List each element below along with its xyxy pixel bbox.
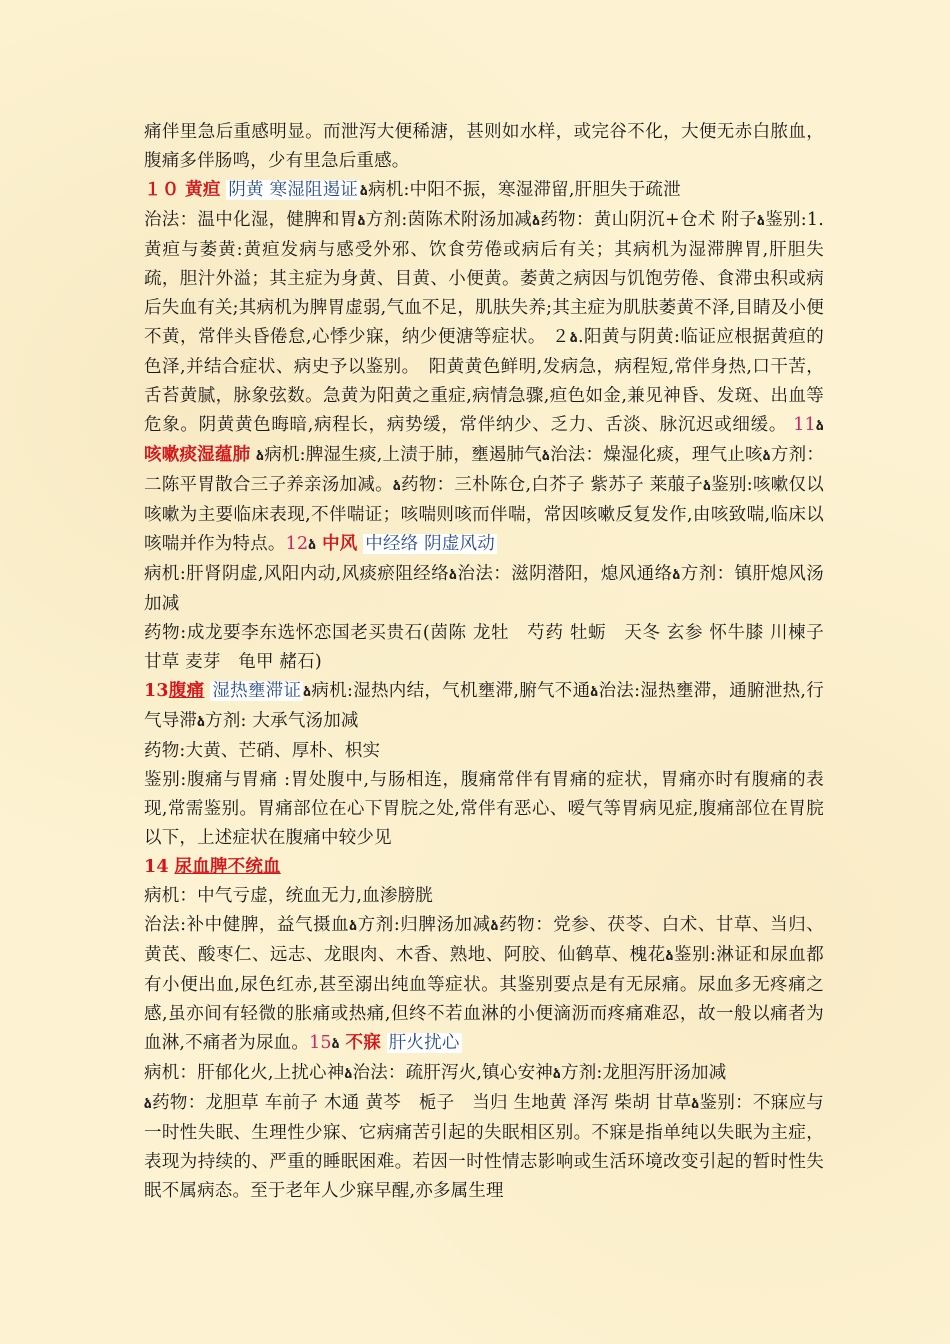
paragraph-mark-icon: ձ [703, 479, 712, 494]
paragraph-mark-icon: ձ [815, 419, 825, 434]
paragraph-medicines: 药物:大黄、芒硝、厚朴、枳实 [144, 741, 381, 761]
section-title: 黄疸 [185, 180, 221, 200]
paragraph-mark-icon: ձ [757, 214, 766, 229]
section-number: 14 [144, 857, 169, 877]
section-14-hematuria [144, 853, 824, 882]
document-body [144, 118, 824, 1206]
paragraph-mark-icon: ձ [360, 184, 369, 199]
paragraph-treatment: 治法:补中健脾，益气摄血ձ方剂:归脾汤加减ձ药物：党参、茯苓、白术、甘草、当归、黄芪、酸枣仁、远志、龙眼肉、木香、熟地、阿胶、仙鹤草、槐花ձ鉴别:淋证和尿血都有小便出血,尿色红赤,甚至溺出纯血等症状。其鉴别要点是有无尿痛。尿血多无疼痛之感,虽亦间有轻微的胀痛或热痛,但终不若血淋的小便滴沥而疼痛难忍，故一般以痛者为血淋,不痛者为尿血。15ձ 不寐 肝火扰心 病机：肝郁化火,上扰心神ձ治法：疏肝泻火,镇心安神ձ方剂:龙胆泻肝汤加减 ձ药物：龙胆草 车前子 木通 黄芩 栀子 当归 生地黄 泽泻 柴胡 甘草ձ鉴别：不寐应与一时性失眠、生理性少寐、它病痛苦引起的失眠相区别。不寐是指单纯以失眠为主症，表现为持续的、严重的睡眠困难。若因一时性情志影响或生活环境改变引起的暂时性失眠不属病态。至于老年人少寐早醒,亦多属生理 [144, 915, 824, 1201]
section-subtitle: 中经络 阴虚风动 [365, 534, 495, 554]
paragraph-mark-icon: ձ [762, 449, 771, 464]
section-subtitle: 肝火扰心 [388, 1033, 460, 1053]
paragraph-mark-icon: ձ [144, 1097, 153, 1112]
paragraph-mark-icon: ձ [569, 331, 578, 346]
paragraph-mark-icon: ձ [256, 449, 265, 464]
paragraph-mark-icon: ձ [490, 919, 499, 934]
paragraph-mark-icon: ձ [665, 949, 674, 964]
section-title: 咳嗽痰湿蕴肺 [144, 445, 251, 465]
section-title: 腹痛 [168, 681, 205, 701]
paragraph-mark-icon: ձ [357, 214, 366, 229]
paragraph-mark-icon: ձ [308, 538, 317, 553]
paragraph-mark-icon: ձ [392, 479, 401, 494]
section-subtitle: 阴黄 寒湿阻遏证 [228, 180, 359, 200]
paragraph-mark-icon: ձ [542, 449, 551, 464]
section-title: 不寐 [345, 1033, 381, 1053]
paragraph-mark-icon: ձ [344, 1067, 353, 1082]
paragraph-mark-icon: ձ [349, 919, 358, 934]
section-13-abdominal-pain: 13腹痛 湿热壅滞证 ձ病机:湿热内结，气机壅滞,腑气不通ձ治法:湿热壅滞，通腑泄热,行气导滞ձ方剂: 大承气汤加减 [144, 681, 824, 731]
section-number: １０ [144, 180, 180, 200]
paragraph-mark-icon: ձ [691, 1097, 700, 1112]
paragraph-mark-icon: ձ [197, 715, 206, 730]
paragraph-dysentery-diarrhea: 痛伴里急后重感明显。而泄泻大便稀溏，甚则如水样，或完谷不化，大便无赤白脓血，腹痛多伴肠鸣，少有里急后重感。 [144, 122, 824, 171]
paragraph-mark-icon: ձ [449, 568, 458, 583]
section-number: 11 [793, 415, 816, 435]
paragraph-pathogenesis: 病机：中气亏虚，统血无力,血渗膀胱 [144, 886, 433, 906]
section-title: 中风 [322, 534, 358, 554]
paragraph-mark-icon: ձ [590, 685, 599, 700]
section-title: 尿血脾不统血 [174, 857, 281, 877]
paragraph-mark-icon: ձ [331, 1037, 340, 1052]
section-10-jaundice: １０ 黄疸 阴黄 寒湿阻遏证 ձ病机:中阳不振，寒湿滞留,肝胆失于疏泄 治法：温中化湿，健脾和胃ձ方剂:茵陈术附汤加减ձ药物：黄山阴沉+仓术 附子ձ鉴别:1.黄疸与萎黄:黄疸发病与感受外邪、饮食劳倦或病后有关；其病机为湿滞脾胃,肝胆失疏，胆汁外溢；其主症为身黄、目黄、小便黄。萎黄之病因与饥饱劳倦、食滞虫积或病后失血有关;其病机为脾胃虚弱,气血不足，肌肤失养;其主症为肌肤萎黄不泽,目睛及小便不黄，常伴头昏倦怠,心悸少寐，纳少便溏等症状。 ２ձ.阳黄与阴黄:临证应根据黄疸的色泽,并结合症状、病史予以鉴别。 阳黄黄色鲜明,发病急，病程短,常伴身热,口干苦，舌苔黄腻，脉象弦数。急黄为阳黄之重症,病情急骤,疸色如金,兼见神昏、发斑、出血等危象。阴黄黄色晦暗,病程长，病势缓，常伴纳少、乏力、舌淡、脉沉迟或细缓。 11ձ 咳嗽痰湿蕴肺 ձ病机:脾湿生痰,上渍于肺，壅遏肺气ձ治法：燥湿化痰，理气止咳ձ方剂：二陈平胃散合三子养亲汤加减。ձ药物：三朴陈仓,白芥子 紫苏子 莱菔子ձ鉴别:咳嗽仅以咳嗽为主要临床表现,不伴喘证；咳喘则咳而伴喘，常因咳嗽反复发作,由咳致喘,临床以咳喘并作为特点。12ձ 中风 中经络 阴虚风动 病机:肝肾阴虚,风阳内动,风痰瘀阻经络ձ治法：滋阴潜阳，熄风通络ձ方剂：镇肝熄风汤加减 [144, 180, 825, 614]
section-subtitle: 湿热壅滞证 [212, 681, 302, 701]
paragraph-medicines: 药物:成龙要李东选怀恋国老买贵石(茵陈 龙牡 芍药 牡蛎 天冬 玄参 怀牛膝 川楝子 甘草 麦芽 龟甲 赭石) [144, 623, 824, 672]
paragraph-mark-icon: ձ [532, 214, 541, 229]
section-number: 13 [144, 681, 169, 701]
section-number: 15 [309, 1033, 332, 1053]
paragraph-differentiation: 鉴别:腹痛与胃痛 :胃处腹中,与肠相连，腹痛常伴有胃痛的症状，胃痛亦时有腹痛的表现,常需鉴别。胃痛部位在心下胃脘之处,常伴有恶心、嗳气等胃病见症,腹痛部位在胃脘以下，上述症状在腹痛中较少见 [144, 770, 824, 848]
paragraph-mark-icon: ձ [552, 1067, 562, 1082]
paragraph-mark-icon: ձ [672, 568, 681, 583]
section-number: 12 [285, 534, 309, 554]
paragraph-mark-icon: ձ [303, 685, 312, 700]
